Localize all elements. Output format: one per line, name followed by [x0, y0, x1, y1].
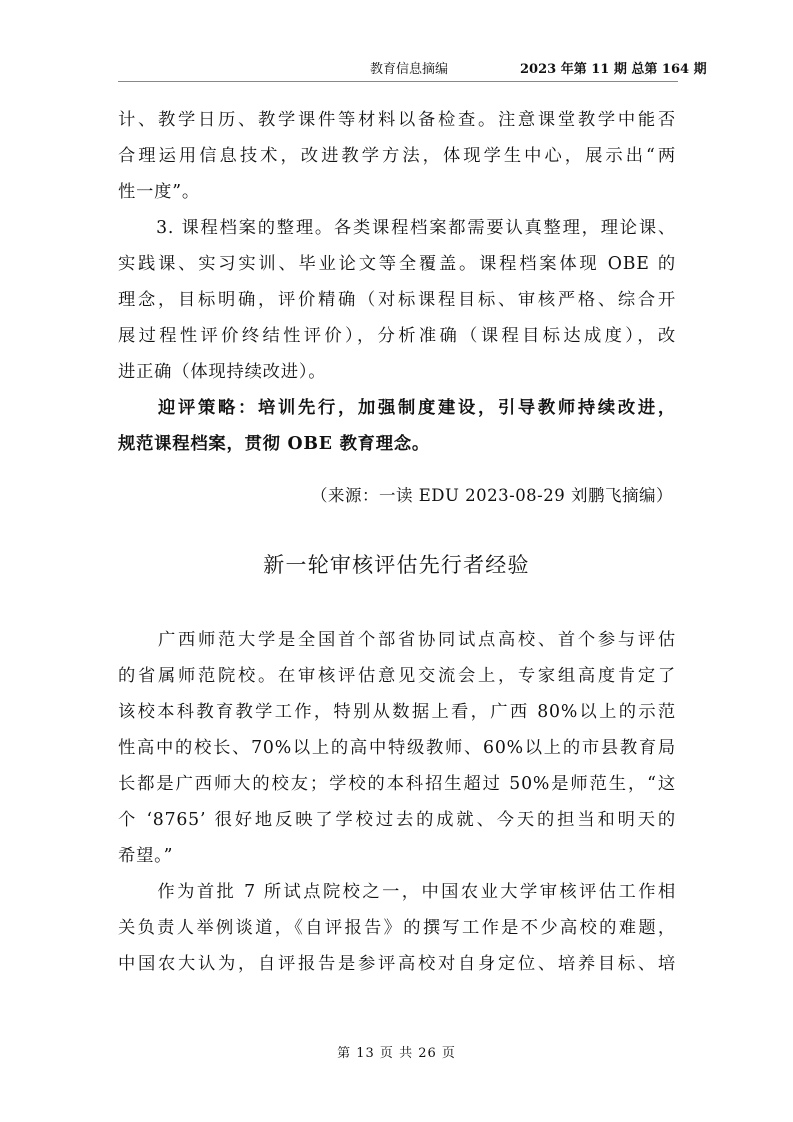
- text-line: 的省属师范院校。在审核评估意见交流会上，专家组高度肯定了: [118, 666, 676, 686]
- text-line: 希望。”: [118, 846, 174, 866]
- section-title: 新一轮审核评估先行者经验: [263, 553, 530, 577]
- text-line: 广西师范大学是全国首个部省协同试点高校、首个参与评估: [118, 630, 676, 650]
- journal-name: 教育信息摘编: [370, 62, 449, 77]
- source-citation: （来源：一读 EDU 2023-08-29 刘鹏飞摘编）: [310, 486, 673, 505]
- page-header: [0, 58, 793, 78]
- text-line: 长都是广西师大的校友；学校的本科招生超过 50%是师范生，“这: [118, 774, 676, 794]
- text-line: 实践课、实习实训、毕业论文等全覆盖。课程档案体现 OBE 的: [118, 254, 676, 274]
- text-line: 合理运用信息技术，改进教学方法，体现学生中心，展示出“两: [118, 146, 676, 166]
- strategy-line: 规范课程档案，贯彻 OBE 教育理念。: [118, 434, 431, 454]
- issue-info: 2023 年第 11 期 总第 164 期: [520, 62, 707, 77]
- text-line: 理念，目标明确，评价精确（对标课程目标、审核严格、综合开: [118, 290, 676, 310]
- text-line: 性一度”。: [118, 182, 200, 202]
- text-line: 个 ‘8765’ 很好地反映了学校过去的成就、今天的担当和明天的: [118, 810, 676, 830]
- text-line: 中国农大认为，自评报告是参评高校对自身定位、培养目标、培: [118, 954, 676, 974]
- text-line: 展过程性评价终结性评价），分析准确（课程目标达成度），改: [118, 326, 676, 346]
- strategy-line: 迎评策略：培训先行，加强制度建设，引导教师持续改进，: [118, 398, 676, 418]
- page-number: 第 13 页 共 26 页: [337, 1046, 456, 1061]
- text-line: 关负责人举例谈道，《自评报告》的撰写工作是不少高校的难题，: [118, 918, 676, 938]
- paragraph-block-pilot-experience: [118, 622, 676, 982]
- paragraph-block-course-archives: [118, 102, 676, 462]
- text-line: 3. 课程档案的整理。各类课程档案都需要认真整理，理论课、: [118, 218, 676, 238]
- header-divider: [118, 81, 678, 82]
- text-line: 性高中的校长、70%以上的高中特级教师、60%以上的市县教育局: [118, 738, 676, 758]
- text-line: 该校本科教育教学工作，特别从数据上看，广西 80%以上的示范: [118, 702, 676, 722]
- text-line: 作为首批 7 所试点院校之一，中国农业大学审核评估工作相: [118, 882, 676, 902]
- text-line: 进正确（体现持续改进）。: [118, 362, 327, 382]
- text-line: 计、教学日历、教学课件等材料以备检查。注意课堂教学中能否: [118, 110, 676, 130]
